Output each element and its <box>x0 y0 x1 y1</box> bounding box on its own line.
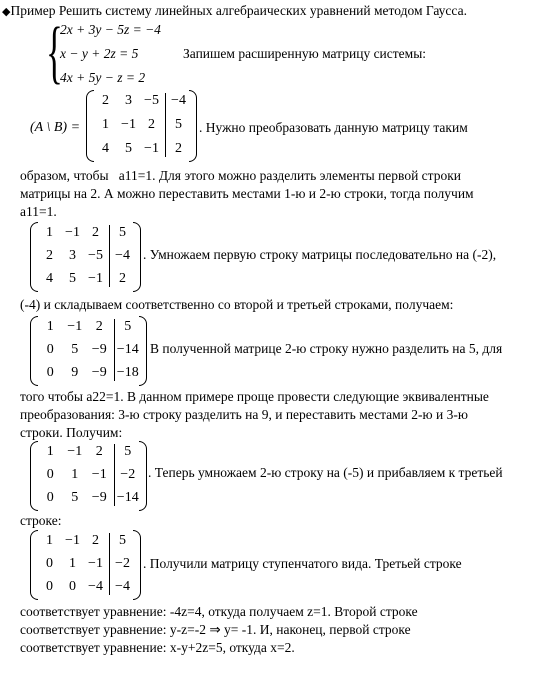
matrix-cell: 2 <box>102 93 109 108</box>
right-bracket <box>133 222 141 292</box>
left-bracket <box>30 316 38 386</box>
matrix-cell: −5 <box>88 248 103 263</box>
matrix-cell: 5 <box>124 318 132 334</box>
right-bracket <box>133 530 141 600</box>
paragraph-1-line-1: . Нужно преобразовать данную матрицу таким <box>199 120 468 135</box>
paragraph-5-line-1: . Получили матрицу ступенчатого вида. Третьей строке <box>143 556 462 571</box>
matrix-cell: 5 <box>69 271 76 287</box>
matrix-cell: −1 <box>67 318 83 334</box>
matrix-cell: 0 <box>46 490 54 506</box>
system-note: Запишем расширенную матрицу системы: <box>183 46 427 61</box>
matrix-cell: 1 <box>69 556 76 571</box>
matrix-cell: 9 <box>71 365 79 381</box>
paragraph-4-line-1: . Теперь умножаем 2-ю строку на (-5) и прибавляем к третьей <box>148 465 503 480</box>
matrix-cell: −4 <box>88 579 103 595</box>
matrix-cell: −9 <box>91 365 107 381</box>
matrix-cell: 0 <box>46 342 54 357</box>
intro-line <box>2 3 467 19</box>
paragraph-2-line-1: . Умножаем первую строку матрицы последовательно на (-2), <box>143 247 497 262</box>
matrix-cell: 2 <box>175 141 182 156</box>
matrix-cell: 0 <box>46 579 53 595</box>
matrix-cell: 5 <box>119 532 126 548</box>
matrix-cell: −1 <box>65 224 80 240</box>
matrix-cell: 1 <box>102 117 109 132</box>
matrix-cell: −14 <box>116 342 139 357</box>
matrix-cell: −18 <box>116 365 139 381</box>
left-bracket <box>86 90 94 162</box>
matrix-cell: 2 <box>92 224 99 240</box>
paragraph-5-line-3: соответствует уравнение: y-z=-2 ⇒ y= -1. И, наконец, первой строке <box>20 622 411 637</box>
matrix-cell: −1 <box>88 556 103 571</box>
matrix-cell: 5 <box>71 490 79 506</box>
augmented-matrix-1 <box>86 90 198 162</box>
matrix-cell: 5 <box>125 141 132 156</box>
paragraph-2-line-2: (-4) и складываем соответственно со второй и третьей строками, получаем: <box>20 297 454 312</box>
matrix-cell: 0 <box>46 365 54 381</box>
left-bracket <box>30 530 38 600</box>
p1-line2-b: Для этого можно разделить элементы первой строки <box>158 168 462 183</box>
paragraph-1-line-2 <box>20 168 461 184</box>
paragraph-5-line-2: соответствует уравнение: -4z=4, откуда получаем z=1. Второй строке <box>20 604 418 619</box>
matrix-cell: −9 <box>91 342 107 357</box>
equation-1: 2x + 3y − 5z = −4 <box>60 22 161 37</box>
paragraph-4-line-2: строке: <box>20 513 62 528</box>
paragraph-3-line-4: строки. Получим: <box>20 425 123 440</box>
augmented-matrix-2 <box>30 222 142 292</box>
intro-text: Пример Решить систему линейных алгебраических уравнений методом Гаусса. <box>10 3 467 18</box>
matrix-cell: −2 <box>115 556 130 571</box>
paragraph-3-line-3: преобразования: 3-ю строку разделить на 9, и переставить местами 2-ю и 3-ю <box>20 407 468 422</box>
matrix-cell: 2 <box>92 532 99 548</box>
matrix-cell: −4 <box>115 248 130 263</box>
augment-divider <box>114 319 115 381</box>
matrix-cell: 5 <box>124 443 132 459</box>
matrix-cell: 1 <box>46 224 53 240</box>
p1-line2-a: образом, чтобы <box>20 168 109 183</box>
matrix-cell: 2 <box>95 318 103 334</box>
matrix-cell: 1 <box>71 467 79 482</box>
matrix-cell: 1 <box>46 318 54 334</box>
bullet-icon: ◆ <box>2 6 11 18</box>
matrix-cell: 0 <box>69 579 76 595</box>
matrix-cell: 1 <box>46 532 53 548</box>
paragraph-3-line-1: В полученной матрице 2-ю строку нужно разделить на 5, для <box>150 341 503 356</box>
matrix-cell: 5 <box>71 342 79 357</box>
matrix-cell: 0 <box>46 556 53 571</box>
a11-label: a11=1. <box>118 168 156 183</box>
right-bracket <box>139 316 147 386</box>
paragraph-1-line-4: a11=1. <box>20 204 57 219</box>
matrix-cell: 2 <box>119 271 126 287</box>
left-bracket <box>30 222 38 292</box>
matrix-cell: 3 <box>69 248 76 263</box>
matrix-cell: −1 <box>121 117 136 132</box>
matrix-cell: −5 <box>144 93 159 108</box>
matrix-cell: −1 <box>91 467 107 482</box>
matrix-cell: 4 <box>102 141 109 156</box>
augment-divider <box>109 533 110 595</box>
matrix-cell: 5 <box>119 224 126 240</box>
matrix-cell: −1 <box>144 141 159 156</box>
matrix-cell: 2 <box>46 248 53 263</box>
augment-divider <box>114 444 115 506</box>
augment-divider <box>165 93 166 157</box>
matrix-cell: 3 <box>125 93 132 108</box>
paragraph-1-line-3: матрицы на 2. А можно переставить местами 1-ю и 2-ю строки, тогда получим <box>20 186 474 201</box>
paragraph-3-line-2: того чтобы a22=1. В данном примере проще провести следующие эквивалентные <box>20 389 489 404</box>
matrix-cell: −1 <box>65 532 80 548</box>
right-bracket <box>139 441 147 511</box>
matrix-cell: −4 <box>171 93 186 108</box>
matrix-cell: 1 <box>46 443 54 459</box>
system-brace: { <box>46 14 63 91</box>
augmented-matrix-3 <box>30 316 148 386</box>
matrix-cell: −4 <box>115 579 130 595</box>
equation-2: x − y + 2z = 5 <box>60 46 139 61</box>
matrix-cell: −1 <box>67 443 83 459</box>
equation-3: 4x + 5y − z = 2 <box>60 70 146 85</box>
paragraph-5-line-4: соответствует уравнение: x-y+2z=5, откуда x=2. <box>20 640 295 655</box>
matrix-cell: −14 <box>116 490 139 506</box>
right-bracket <box>189 90 197 162</box>
augmented-matrix-4 <box>30 441 148 511</box>
matrix-cell: −2 <box>120 467 136 482</box>
matrix-cell: 2 <box>148 117 155 132</box>
augmented-matrix-5 <box>30 530 142 600</box>
augment-divider <box>109 225 110 287</box>
matrix-cell: −9 <box>91 490 107 506</box>
matrix-cell: 5 <box>175 117 182 132</box>
matrix-label: (A \ B) = <box>30 120 81 135</box>
matrix-cell: −1 <box>88 271 103 287</box>
matrix-cell: 0 <box>46 467 54 482</box>
left-bracket <box>30 441 38 511</box>
matrix-cell: 4 <box>46 271 53 287</box>
matrix-cell: 2 <box>95 443 103 459</box>
